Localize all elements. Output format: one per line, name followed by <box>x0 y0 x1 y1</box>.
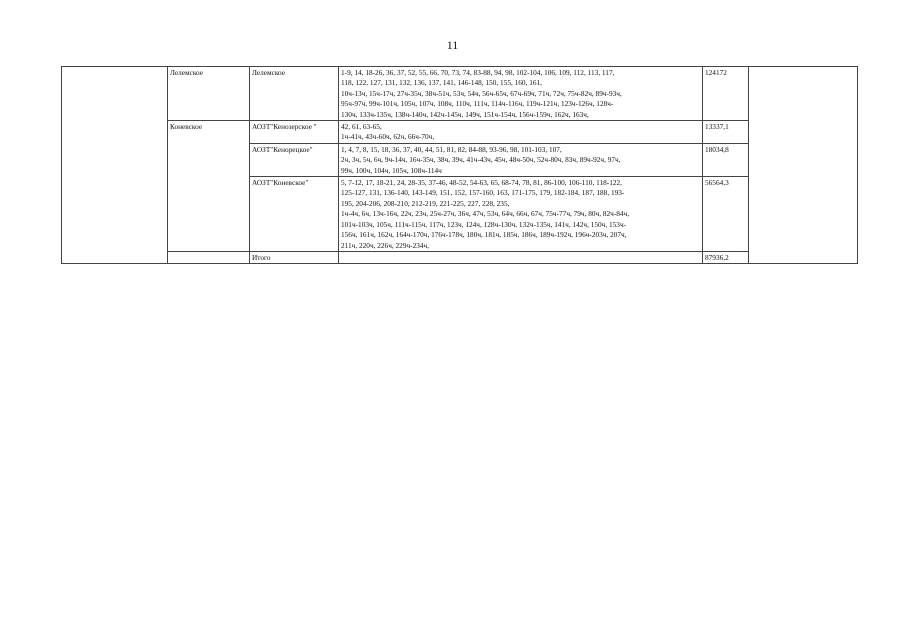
blocks-line: 10ч-13ч, 15ч-17ч, 27ч-35ч, 38ч-51ч, 53ч, 54ч, 56ч-65ч, 67ч-69ч, 71ч, 72ч, 75ч-82ч, 89ч-93ч, <box>341 88 622 98</box>
blocks-line: 211ч, 220ч, 226ч, 229ч-234ч, <box>341 240 430 250</box>
holder-cell: АОЗТ"Кенозерское " <box>250 121 339 144</box>
blocks-line: 101ч-103ч, 105ч, 111ч-115ч, 117ч, 123ч, 124ч, 128ч-130ч, 132ч-135ч, 141ч, 142ч, 150ч, 153ч- <box>341 219 627 229</box>
blocks-cell <box>339 143 703 176</box>
blocks-line: 1ч-41ч, 43ч-60ч, 62ч, 66ч-70ч, <box>341 132 435 142</box>
blocks-line: 99ч, 100ч, 104ч, 105ч, 108ч-114ч <box>341 165 442 175</box>
holder-cell: АОЗТ"Кенорецкое" <box>250 143 339 176</box>
blocks-line: 5, 7-12, 17, 18-21, 24, 28-35, 37-46, 48-52, 54-63, 65, 68-74, 78, 81, 86-100, 106-110, 118-122, <box>341 178 622 188</box>
blocks-line: 1, 4, 7, 8, 15, 18, 36, 37, 40, 44, 51, 81, 82, 84-88, 93-96, 98, 101-103, 107, <box>341 144 562 154</box>
blocks-cell <box>339 67 703 121</box>
total-label: Итого <box>250 251 339 263</box>
table-row <box>62 67 858 121</box>
total-area: 87936,2 <box>703 251 749 263</box>
blocks-line: 2ч, 3ч, 5ч, 6ч, 9ч-14ч, 16ч-35ч, 38ч, 39ч, 41ч-43ч, 45ч, 48ч-50ч, 52ч-80ч, 83ч, 89ч-92ч, 97ч, <box>341 155 621 165</box>
district-cell: Лелемское <box>168 67 250 121</box>
blocks-line: 130ч, 133ч-135ч, 138ч-140ч, 142ч-145ч, 149ч, 151ч-154ч, 156ч-159ч, 162ч, 163ч, <box>341 109 589 119</box>
blocks-line: 195, 204-206, 208-210, 212-219, 221-225, 227, 228, 235, <box>341 198 510 208</box>
empty-cell <box>749 67 858 264</box>
holder-cell: АОЗТ"Коневское" <box>250 177 339 252</box>
page-number: 11 <box>446 38 459 52</box>
blocks-line: 125-127, 131, 136-140, 143-149, 151, 152, 157-160, 163, 171-175, 179, 182-184, 187, 188, 193- <box>341 188 625 198</box>
table-row <box>62 121 858 144</box>
blocks-cell <box>339 177 703 252</box>
district-cell: Коневское <box>168 121 250 252</box>
holder-cell: Лелемское <box>250 67 339 121</box>
empty-cell <box>339 251 703 263</box>
empty-cell <box>62 67 168 264</box>
area-cell: 13337,1 <box>703 121 749 144</box>
total-row <box>62 251 858 263</box>
area-cell: 56564,3 <box>703 177 749 252</box>
blocks-line: 1ч-4ч, 6ч, 13ч-16ч, 22ч, 23ч, 25ч-27ч, 36ч, 47ч, 53ч, 64ч, 66ч, 67ч, 75ч-77ч, 79ч, 80ч, 82ч-84ч, <box>341 209 630 219</box>
area-cell: 18034,8 <box>703 143 749 176</box>
blocks-line: 95ч-97ч, 99ч-101ч, 105ч, 107ч, 108ч, 110ч, 111ч, 114ч-116ч, 119ч-121ч, 123ч-126ч, 128ч- <box>341 99 614 109</box>
blocks-cell <box>339 121 703 144</box>
empty-cell <box>168 251 250 263</box>
blocks-line: 118, 122, 127, 131, 132, 136, 137, 141, 146-148, 150, 155, 160, 161, <box>341 78 542 88</box>
blocks-line: 156ч, 161ч, 162ч, 164ч-170ч, 176ч-178ч, 180ч, 181ч, 185ч, 186ч, 189ч-192ч, 196ч-203ч, 207ч, <box>341 230 627 240</box>
blocks-line: 1-9, 14, 18-26, 36, 37, 52, 55, 66, 70, 73, 74, 83-88, 94, 98, 102-104, 106, 109, 112, 113, 117, <box>341 68 615 77</box>
blocks-line: 42, 61, 63-65, <box>341 122 382 132</box>
allocation-table <box>61 66 858 264</box>
area-cell: 124172 <box>703 67 749 121</box>
